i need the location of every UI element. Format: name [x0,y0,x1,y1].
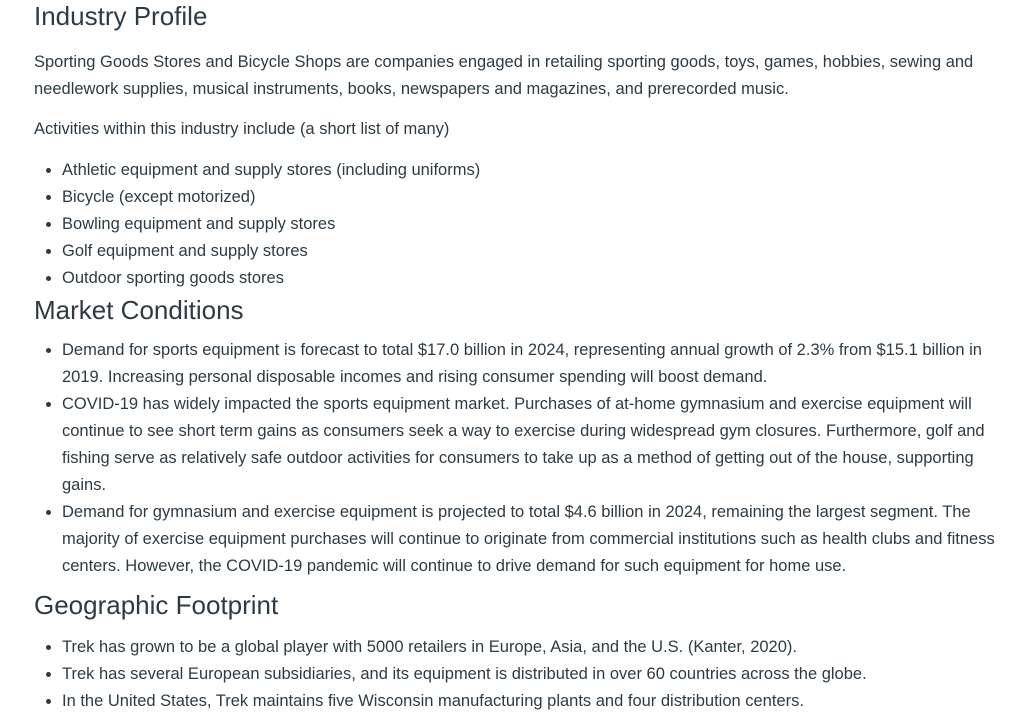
market-conditions-heading: Market Conditions [34,295,244,325]
industry-profile-heading: Industry Profile [34,1,208,31]
list-item: • COVID-19 has widely impacted the sports equipment market. Purchases of at-home gymnasium and exercise equipment will continue to see short term gains as consumers seek a way to exercise during widespread gym closures. Furthermore, golf and fishing serve as relatively safe outdoor activities for consumers to take up as a method of getting out of the house, supporting gains. [62,391,1022,499]
list-item: • In the United States, Trek maintains five Wisconsin manufacturing plants and four distribution centers. [62,688,1025,715]
geographic-footprint-list [34,634,1025,715]
list-item: • Demand for gymnasium and exercise equipment is projected to total $4.6 billion in 2024, remaining the largest segment. The majority of exercise equipment purchases will continue to originate from commercial institutions such as health clubs and fitness centers. However, the COVID-19 pandemic will continue to drive demand for such equipment for home use. [62,499,1022,580]
list-item: • Bicycle (except motorized) [62,184,1025,211]
list-item: • Bowling equipment and supply stores [62,211,1025,238]
list-item: • Golf equipment and supply stores [62,238,1025,265]
industry-intro-paragraph: Sporting Goods Stores and Bicycle Shops are companies engaged in retailing sporting goods, toys, games, hobbies, sewing and needlework supplies, musical instruments, books, newspapers and magazines, and prerecorded music. [34,53,974,98]
list-item: • Trek has grown to be a global player with 5000 retailers in Europe, Asia, and the U.S. (Kanter, 2020). [62,634,1025,661]
activities-intro-paragraph: Activities within this industry include (a short list of many) [34,120,450,138]
activities-list [34,157,1025,292]
list-item: • Athletic equipment and supply stores (including uniforms) [62,157,1025,184]
market-conditions-list [34,337,1022,580]
list-item: • Demand for sports equipment is forecast to total $17.0 billion in 2024, representing annual growth of 2.3% from $15.1 billion in 2019. Increasing personal disposable incomes and rising consumer spending will boost demand. [62,337,1022,391]
geographic-footprint-heading: Geographic Footprint [34,590,279,620]
list-item: • Trek has several European subsidiaries, and its equipment is distributed in over 60 countries across the globe. [62,661,1025,688]
document-content [34,0,1025,715]
list-item: • Outdoor sporting goods stores [62,265,1025,292]
